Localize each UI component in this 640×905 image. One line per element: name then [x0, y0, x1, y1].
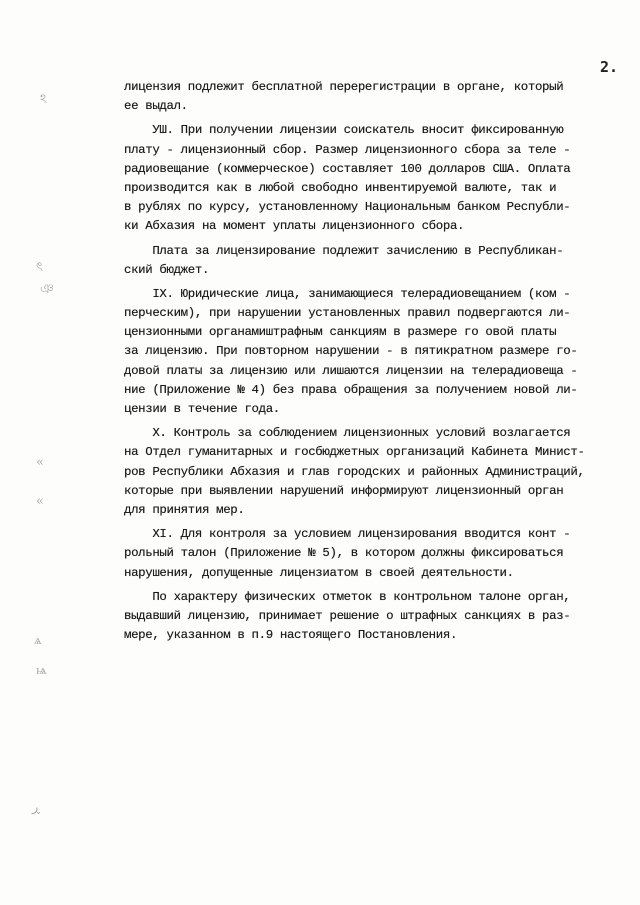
paragraph	[124, 121, 624, 236]
text-line: радиовещание (коммерческое) составляет 100 долларов США. Оплата	[124, 161, 571, 176]
paragraph	[124, 242, 624, 280]
text-line: цензии в течение года.	[124, 402, 280, 416]
margin-mark: ৎ	[36, 260, 43, 275]
text-line: ее выдал.	[124, 99, 188, 114]
margin-mark: «	[36, 455, 44, 470]
text-line: цензионными органамиштрафным санкциям в размере го овой платы	[124, 325, 557, 340]
paragraph	[124, 424, 624, 520]
text-line: выдавший лицензию, принимает решение о штрафных санкциях в раз-	[124, 608, 571, 623]
margin-mark: ঞ	[40, 282, 54, 297]
margin-mark: ѩ	[36, 663, 47, 678]
text-line: довой платы за лицензию или лишаются лицензии на телерадиовеща -	[124, 363, 578, 378]
text-line: перческим), при нарушении установленных правил подвергаются ли-	[124, 306, 571, 321]
margin-mark: ѧ	[34, 633, 42, 648]
text-line: УШ. При получении лицензии соискатель вносит фиксированную	[124, 123, 564, 138]
margin-mark: ঽ	[40, 92, 48, 107]
text-line: ки Абхазия на момент уплаты лицензионного сбора.	[124, 219, 465, 234]
paragraph	[124, 78, 624, 116]
text-line: нарушения, допущенные лицензиатом в своей деятельности.	[124, 565, 514, 580]
text-line: для принятия мер.	[124, 502, 245, 517]
text-line: XI. Для контроля за условием лицензирования вводится конт -	[124, 527, 571, 542]
text-line: производится как в любой свободно инвентируемой валюте, так и	[124, 180, 557, 195]
text-line: в рублях по курсу, установленному Национальным банком Республи-	[124, 200, 571, 215]
paragraph	[124, 525, 624, 583]
text-line: По характеру физических отметок в контрольном талоне орган,	[124, 589, 571, 604]
paragraph	[124, 285, 624, 419]
text-line: IX. Юридические лица, занимающиеся телерадиовещанием (ком -	[124, 286, 571, 301]
margin-mark: ڕ	[32, 800, 40, 815]
text-line: на Отдел гуманитарных и госбюджетных организаций Кабинета Минист-	[124, 445, 585, 460]
document-body	[124, 78, 624, 645]
text-line: лицензия подлежит бесплатной перерегистрации в органе, который	[124, 80, 564, 94]
text-line: за лицензию. При повторном нарушении - в пятикратном размере го-	[124, 344, 578, 359]
text-line: которые при выявлении нарушений информируют лицензионный орган	[124, 483, 564, 498]
text-line: ров Республики Абхазия и глав городских и районных Администраций,	[124, 464, 585, 479]
text-line: ский бюджет.	[124, 262, 210, 277]
text-line: ние (Приложение № 4) без права обращения за получением новой ли-	[124, 382, 578, 397]
text-line: мере, указанном в п.9 настоящего Постановления.	[124, 628, 458, 643]
page-number: 2.	[600, 58, 619, 76]
text-line: рольный талон (Приложение № 5), в котором должны фиксироваться	[124, 546, 564, 561]
text-line: Х. Контроль за соблюдением лицензионных условий возлагается	[124, 426, 571, 441]
text-line: Плата за лицензирование подлежит зачислению в Республикан-	[124, 243, 564, 258]
text-line: плату - лицензионный сбор. Размер лицензионного сбора за теле -	[124, 142, 571, 157]
margin-mark: «	[36, 494, 44, 509]
paragraph	[124, 588, 624, 646]
